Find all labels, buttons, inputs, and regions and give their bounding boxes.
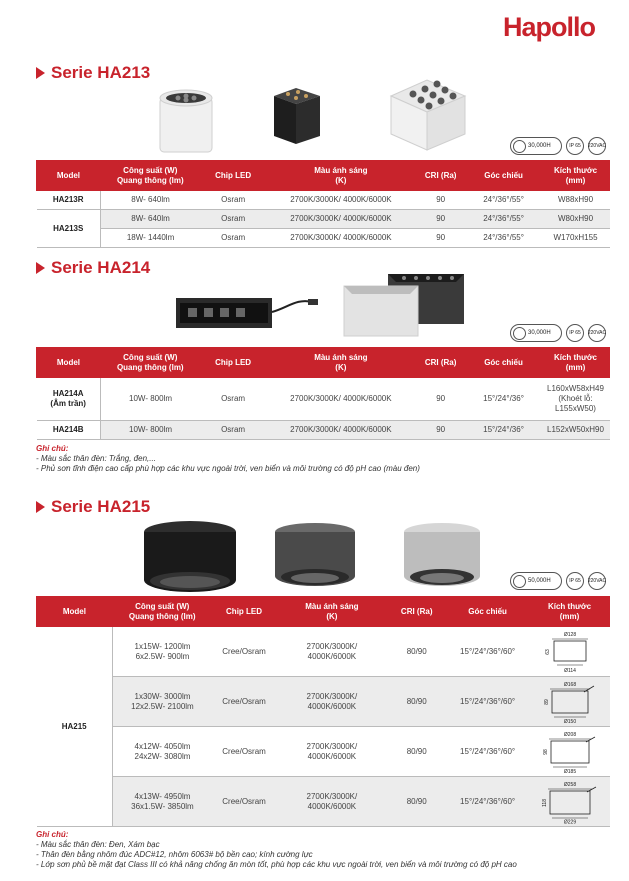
dim-top: Ø258 — [563, 781, 576, 788]
voltage-badge: 220VAC — [588, 572, 606, 590]
product-image-ha214b — [340, 268, 470, 340]
notes-ha214: Ghi chú: - Màu sắc thân đèn: Trắng, đen,... - Phủ sơn tĩnh điện cao cấp phù hợp các khu vực ngoài trời, ven biển và môi trường có độ pH cao (màu đen) — [36, 444, 420, 473]
table-row: 4x13W- 4950lm 36x1.5W- 3850lm Cree/Osram 2700K/3000K/ 4000K/6000K 80/90 15°/24°/36°/60° Ø258 118 Ø229 — [37, 777, 610, 827]
series-title-text: Serie HA214 — [51, 258, 151, 277]
bulb-icon — [513, 327, 526, 340]
table-header: Model Công suất (W) Quang thông (lm) Chip LED Màu ánh sáng (K) CRI (Ra) Góc chiếu Kích thước (mm) — [37, 348, 610, 378]
spec-table-ha213 — [36, 160, 610, 248]
series-title-ha213 — [36, 63, 150, 83]
table-row: HA215 1x15W- 1200lm 6x2.5W- 900lm Cree/Osram 2700K/3000K/ 4000K/6000K 80/90 15°/24°/36°/60° Ø128 63 Ø114 — [37, 627, 610, 677]
table-row: 18W- 1440lm Osram 2700K/3000K/ 4000K/6000K 90 24°/36°/55° W170xH155 — [37, 229, 610, 248]
badges-ha215 — [510, 572, 606, 590]
bulb-icon — [513, 140, 526, 153]
dim-height: 63 — [544, 648, 551, 655]
table-row: 1x30W- 3000lm 12x2.5W- 2100lm Cree/Osram 2700K/3000K/ 4000K/6000K 80/90 15°/24°/36°/60° Ø168 89 Ø150 — [37, 677, 610, 727]
table-row: HA213R 8W- 640lm Osram 2700K/3000K/ 4000K/6000K 90 24°/36°/55° W88xH90 — [37, 191, 610, 210]
dim-bottom: Ø185 — [563, 768, 576, 774]
product-image-ha213-square-large — [385, 74, 469, 152]
series-title-text: Serie HA213 — [51, 63, 151, 82]
arrow-icon — [36, 501, 45, 513]
lifetime-badge: 30,000H — [510, 324, 562, 342]
dim-bottom: Ø150 — [563, 718, 576, 724]
dim-top: Ø128 — [563, 631, 576, 638]
table-row: HA213S 8W- 640lm Osram 2700K/3000K/ 4000K/6000K 90 24°/36°/55° W80xH90 — [37, 210, 610, 229]
dimension-drawing — [540, 630, 600, 674]
dim-height: 89 — [543, 698, 550, 705]
series-title-ha215 — [36, 497, 150, 517]
dim-top: Ø168 — [563, 681, 576, 688]
voltage-badge: 220VAC — [588, 137, 606, 155]
arrow-icon — [36, 67, 45, 79]
ip-badge: IP 65 — [566, 324, 584, 342]
series-title-ha214 — [36, 258, 150, 278]
notes-ha215: Ghi chú: - Màu sắc thân đèn: Đen, Xám bạc - Thân đèn bằng nhôm đúc ADC#12, nhôm 6063# bộ bền cao; kính cường lực - Lớp sơn phủ bề mặt đạt Class III có khả năng chống ăn mòn tốt, phù hợp các khu vực ngoài trời, ven biển và môi trường có độ pH cao — [36, 830, 517, 869]
product-image-ha213-round — [156, 86, 216, 156]
dim-height: 118 — [541, 798, 548, 807]
product-image-ha213-square-black — [266, 84, 326, 146]
dimension-drawing — [540, 780, 600, 824]
product-image-ha215-silver — [400, 520, 484, 592]
dimension-drawing — [540, 680, 600, 724]
brand-logo: Hapollo — [503, 12, 595, 42]
dim-bottom: Ø114 — [563, 667, 576, 674]
dim-height: 98 — [542, 748, 549, 755]
product-image-ha215-grey — [272, 520, 358, 592]
lifetime-badge: 30,000H — [510, 137, 562, 155]
spec-table-ha215 — [36, 596, 610, 827]
product-image-ha214a — [172, 290, 322, 334]
dim-top: Ø208 — [563, 731, 576, 738]
table-header: Model Công suất (W) Quang thông (lm) Chip LED Màu ánh sáng (K) CRI (Ra) Góc chiếu Kích thước (mm) — [37, 161, 610, 191]
dimension-drawing — [540, 730, 600, 774]
badges-ha213 — [510, 137, 606, 155]
product-image-ha215-black — [140, 518, 240, 598]
bulb-icon — [513, 575, 526, 588]
ip-badge: IP 65 — [566, 572, 584, 590]
arrow-icon — [36, 262, 45, 274]
table-row: HA214B 10W- 800lm Osram 2700K/3000K/ 4000K/6000K 90 15°/24°/36° L152xW50xH90 — [37, 421, 610, 440]
table-row: 4x12W- 4050lm 24x2W- 3080lm Cree/Osram 2700K/3000K/ 4000K/6000K 80/90 15°/24°/36°/60° Ø208 98 Ø185 — [37, 727, 610, 777]
voltage-badge: 220VAC — [588, 324, 606, 342]
badges-ha214 — [510, 324, 606, 342]
dim-bottom: Ø229 — [563, 819, 576, 824]
spec-table-ha214 — [36, 347, 610, 440]
ip-badge: IP 65 — [566, 137, 584, 155]
series-title-text: Serie HA215 — [51, 497, 151, 516]
table-header: Model Công suất (W) Quang thông (lm) Chip LED Màu ánh sáng (K) CRI (Ra) Góc chiếu Kích thước (mm) — [37, 597, 610, 627]
table-row: HA214A (Âm trần) 10W- 800lm Osram 2700K/3000K/ 4000K/6000K 90 15°/24°/36° L160xW58xH49 (Khoét lỗ: L155xW50) — [37, 378, 610, 421]
lifetime-badge: 50,000H — [510, 572, 562, 590]
